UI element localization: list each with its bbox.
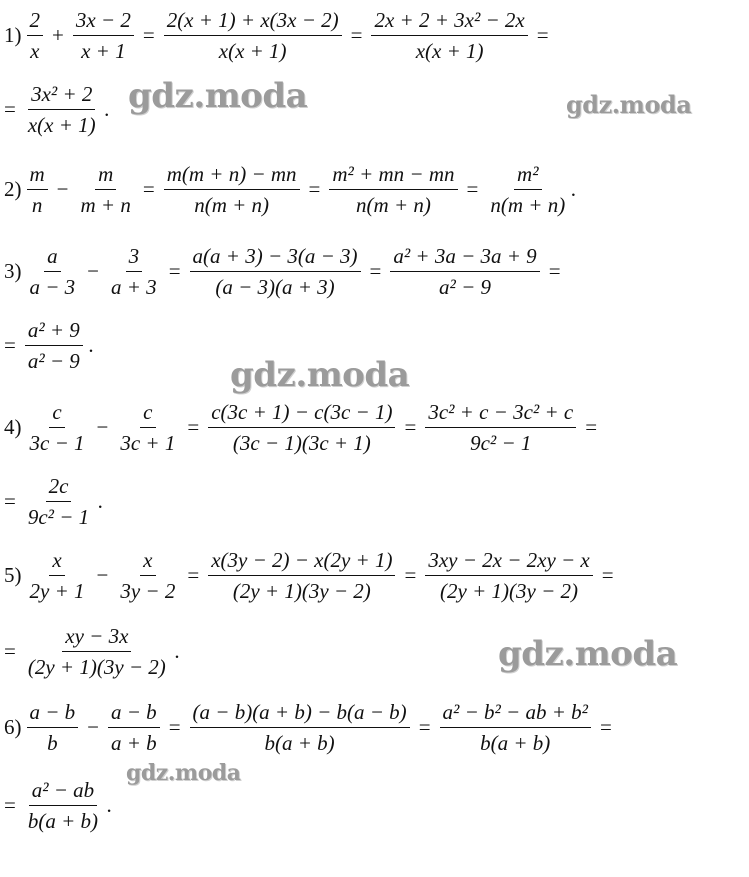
operator: = bbox=[187, 415, 200, 440]
denominator: n bbox=[31, 193, 43, 218]
problem-label: 1) bbox=[4, 23, 22, 48]
operator: − bbox=[87, 259, 100, 284]
denominator: 3c − 1 bbox=[29, 431, 85, 456]
operator: = bbox=[601, 563, 614, 588]
denominator: (2y + 1)(3y − 2) bbox=[232, 579, 371, 604]
fraction bbox=[371, 8, 527, 63]
denominator: 3c + 1 bbox=[120, 431, 176, 456]
denominator: b(a + b) bbox=[264, 731, 335, 756]
period: . bbox=[88, 333, 95, 358]
problem-label: 6) bbox=[4, 715, 22, 740]
numerator: m² bbox=[514, 162, 541, 190]
operator: = bbox=[168, 715, 181, 740]
numerator: a − b bbox=[27, 700, 79, 728]
numerator: a bbox=[44, 244, 61, 272]
denominator: x(x + 1) bbox=[415, 39, 484, 64]
problem-4-line-1 bbox=[4, 400, 603, 455]
fraction bbox=[208, 400, 395, 455]
numerator: 2(x + 1) + x(3x − 2) bbox=[164, 8, 342, 36]
numerator: c bbox=[49, 400, 64, 428]
fraction bbox=[190, 700, 410, 755]
problem-6-line-1 bbox=[4, 700, 618, 755]
problem-6-line-2 bbox=[4, 778, 115, 833]
fraction bbox=[164, 8, 342, 63]
watermark: gdz.moda bbox=[126, 760, 241, 786]
denominator: a + 3 bbox=[111, 275, 157, 300]
fraction bbox=[440, 700, 591, 755]
operator: = bbox=[599, 715, 612, 740]
problem-1-line-1 bbox=[4, 8, 555, 63]
problem-3-line-2 bbox=[4, 318, 97, 373]
operator: = bbox=[168, 259, 181, 284]
operator: = bbox=[466, 177, 479, 202]
numerator: a − b bbox=[108, 700, 160, 728]
period: . bbox=[107, 793, 113, 818]
denominator: b(a + b) bbox=[480, 731, 551, 756]
fraction bbox=[27, 400, 88, 455]
operator: − bbox=[96, 563, 109, 588]
numerator: a(a + 3) − 3(a − 3) bbox=[190, 244, 361, 272]
fraction bbox=[164, 162, 300, 217]
operator: = bbox=[536, 23, 549, 48]
operator: = bbox=[4, 489, 16, 514]
numerator: m(m + n) − mn bbox=[164, 162, 300, 190]
denominator: n(m + n) bbox=[194, 193, 270, 218]
fraction bbox=[78, 162, 134, 217]
fraction bbox=[117, 548, 178, 603]
fraction bbox=[25, 318, 83, 373]
fraction bbox=[25, 624, 169, 679]
numerator: 3x − 2 bbox=[73, 8, 134, 36]
fraction bbox=[25, 474, 92, 529]
numerator: x bbox=[140, 548, 155, 576]
denominator: (2y + 1)(3y − 2) bbox=[440, 579, 579, 604]
numerator: a² − b² − ab + b² bbox=[440, 700, 591, 728]
denominator: n(m + n) bbox=[356, 193, 431, 218]
fraction bbox=[73, 8, 134, 63]
denominator: a² − 9 bbox=[27, 349, 80, 374]
numerator: c(3c + 1) − c(3c − 1) bbox=[208, 400, 395, 428]
numerator: xy − 3x bbox=[62, 624, 131, 652]
numerator: 3xy − 2x − 2xy − x bbox=[425, 548, 592, 576]
period: . bbox=[104, 97, 110, 122]
problem-label: 4) bbox=[4, 415, 22, 440]
denominator: b(a + b) bbox=[27, 809, 99, 834]
fraction bbox=[27, 8, 44, 63]
fraction bbox=[190, 244, 361, 299]
denominator: x(x + 1) bbox=[218, 39, 287, 64]
problem-2-line-1 bbox=[4, 162, 579, 217]
operator: = bbox=[4, 333, 16, 358]
numerator: 3 bbox=[126, 244, 143, 272]
denominator: 3y − 2 bbox=[120, 579, 176, 604]
operator: = bbox=[369, 259, 382, 284]
denominator: 2y + 1 bbox=[29, 579, 85, 604]
operator: = bbox=[404, 415, 417, 440]
problem-5-line-2 bbox=[4, 624, 183, 679]
numerator: x(3y − 2) − x(2y + 1) bbox=[208, 548, 395, 576]
denominator: a + b bbox=[111, 731, 157, 756]
operator: = bbox=[4, 793, 16, 818]
denominator: x + 1 bbox=[81, 39, 126, 64]
numerator: 2 bbox=[27, 8, 44, 36]
problem-3-line-1 bbox=[4, 244, 567, 299]
numerator: c bbox=[140, 400, 155, 428]
operator: − bbox=[96, 415, 109, 440]
problem-1-line-2 bbox=[4, 82, 113, 137]
numerator: m bbox=[27, 162, 48, 190]
denominator: a² − 9 bbox=[439, 275, 492, 300]
problem-4-line-2 bbox=[4, 474, 106, 529]
denominator: (2y + 1)(3y − 2) bbox=[27, 655, 166, 680]
fraction bbox=[208, 548, 395, 603]
operator: = bbox=[404, 563, 417, 588]
problem-label: 3) bbox=[4, 259, 22, 284]
denominator: 9c² − 1 bbox=[470, 431, 532, 456]
fraction bbox=[108, 700, 160, 755]
watermark: gdz.moda bbox=[128, 76, 308, 116]
period: . bbox=[98, 489, 104, 514]
operator: = bbox=[585, 415, 598, 440]
numerator: a² − ab bbox=[29, 778, 97, 806]
operator: − bbox=[56, 177, 69, 202]
fraction bbox=[27, 162, 48, 217]
operator: = bbox=[4, 639, 16, 664]
numerator: 2x + 2 + 3x² − 2x bbox=[371, 8, 527, 36]
watermark: gdz.moda bbox=[498, 634, 678, 674]
fraction bbox=[117, 400, 178, 455]
denominator: (3c − 1)(3c + 1) bbox=[232, 431, 371, 456]
watermark: gdz.moda bbox=[230, 355, 410, 395]
operator: = bbox=[142, 177, 155, 202]
operator: = bbox=[142, 23, 155, 48]
numerator: 3x² + 2 bbox=[28, 82, 95, 110]
numerator: a² + 3a − 3a + 9 bbox=[390, 244, 539, 272]
fraction bbox=[25, 82, 99, 137]
denominator: b bbox=[47, 731, 58, 756]
fraction bbox=[27, 548, 88, 603]
period: . bbox=[174, 639, 181, 664]
operator: = bbox=[548, 259, 561, 284]
denominator: (a − 3)(a + 3) bbox=[215, 275, 335, 300]
denominator: x bbox=[30, 39, 40, 64]
numerator: (a − b)(a + b) − b(a − b) bbox=[190, 700, 410, 728]
fraction bbox=[487, 162, 568, 217]
denominator: n(m + n) bbox=[490, 193, 566, 218]
operator: = bbox=[4, 97, 16, 122]
watermark: gdz.moda bbox=[566, 90, 692, 119]
numerator: x bbox=[49, 548, 64, 576]
denominator: x(x + 1) bbox=[27, 113, 96, 138]
fraction bbox=[27, 700, 79, 755]
problem-label: 5) bbox=[4, 563, 22, 588]
problem-5-line-1 bbox=[4, 548, 620, 603]
denominator: a − 3 bbox=[29, 275, 76, 300]
fraction bbox=[25, 778, 101, 833]
fraction bbox=[329, 162, 457, 217]
fraction bbox=[425, 400, 576, 455]
period: . bbox=[571, 177, 577, 202]
denominator: m + n bbox=[80, 193, 131, 218]
numerator: 2c bbox=[46, 474, 72, 502]
fraction bbox=[108, 244, 160, 299]
fraction bbox=[425, 548, 592, 603]
operator: − bbox=[87, 715, 100, 740]
operator: = bbox=[350, 23, 363, 48]
operator: = bbox=[308, 177, 321, 202]
fraction bbox=[390, 244, 539, 299]
denominator: 9c² − 1 bbox=[27, 505, 90, 530]
numerator: m² + mn − mn bbox=[329, 162, 457, 190]
numerator: 3c² + c − 3c² + c bbox=[425, 400, 576, 428]
fraction bbox=[27, 244, 79, 299]
operator: = bbox=[187, 563, 200, 588]
numerator: a² + 9 bbox=[25, 318, 83, 346]
operator: = bbox=[418, 715, 431, 740]
problem-label: 2) bbox=[4, 177, 22, 202]
operator: + bbox=[52, 23, 64, 48]
numerator: m bbox=[95, 162, 116, 190]
